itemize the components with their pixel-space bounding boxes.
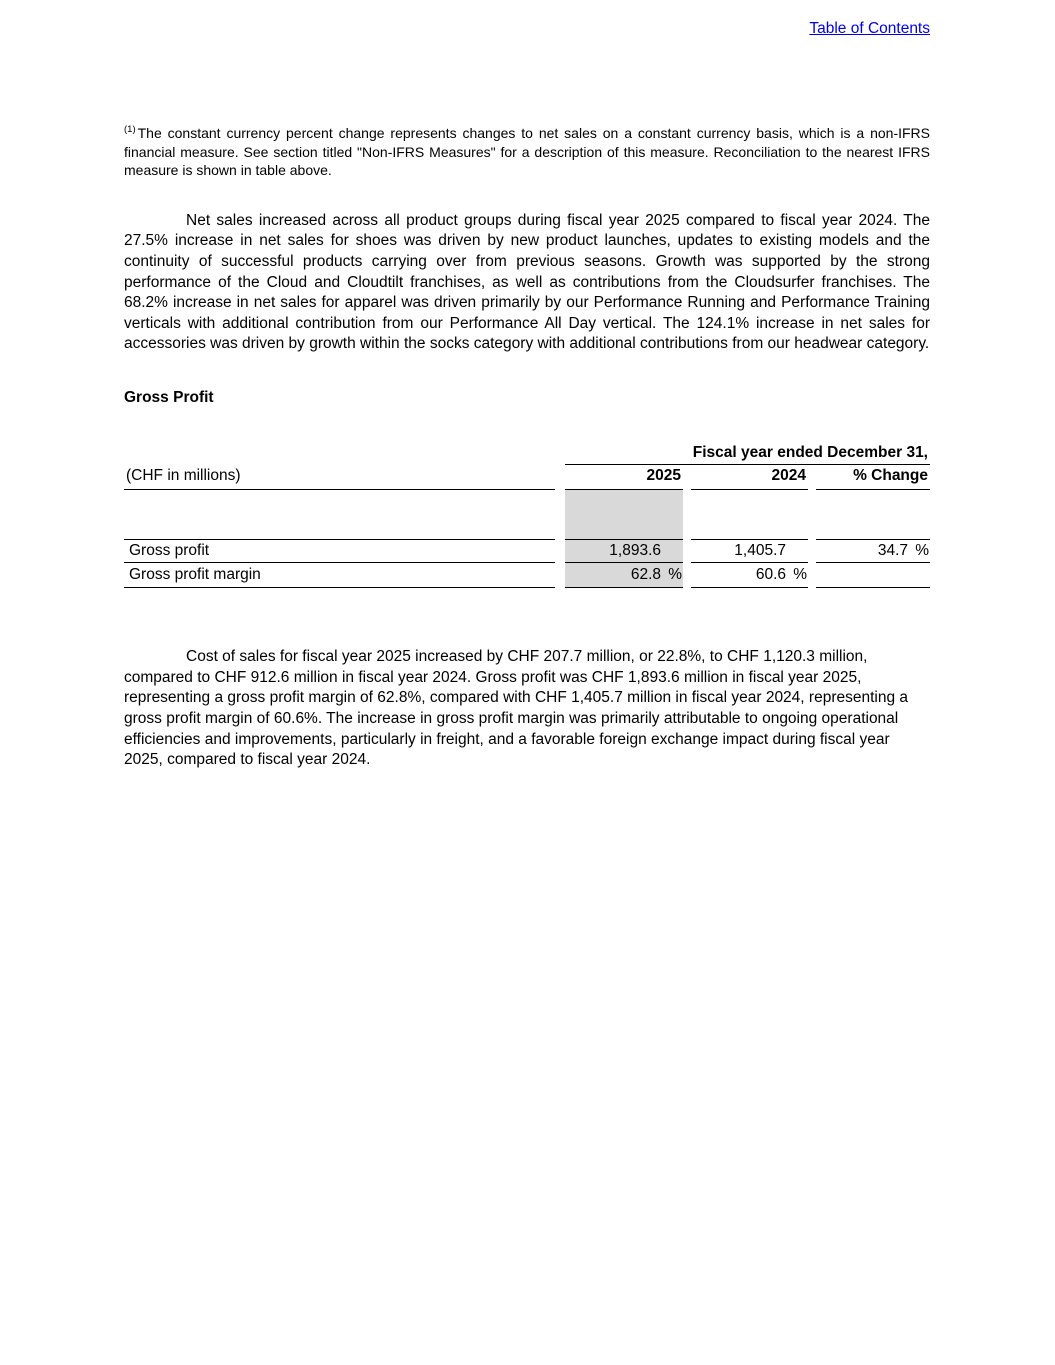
gross-profit-margin-2024-cell [691, 563, 808, 588]
column-header-percent-change: % Change [816, 465, 930, 490]
gross-profit-margin-change-cell [816, 563, 930, 588]
cell-value: 60.6 [755, 566, 786, 584]
footnote-text: The constant currency percent change represents changes to net sales on a constant currency basis, which is a non-IFRS financial measure. See section titled "Non-IFRS Measures" for a description of this measure. Reconciliation to the nearest IFRS measure is shown in table above. [124, 125, 930, 179]
cell-suffix: % [915, 542, 929, 560]
spacer-2024-cell [691, 490, 808, 540]
table-period-header: Fiscal year ended December 31, [565, 444, 930, 465]
table-period-header-row [124, 444, 930, 465]
table-row [124, 563, 930, 588]
spacer-label-cell [124, 490, 555, 540]
gross-profit-heading: Gross Profit [124, 389, 214, 407]
cell-value: 62.8 [630, 566, 661, 584]
table-column-header-row [124, 465, 930, 490]
net-sales-paragraph: Net sales increased across all product groups during fiscal year 2025 compared to fiscal year 2024. The 27.5% increase in net sales for shoes was driven by new product launches, updates to existing models and the continuity of successful products carrying over from previous seasons. Growth was supported by the strong performance of the Cloud and Cloudtilt franchises, as well as contributions from the Cloudsurfer franchises. The 68.2% increase in net sales for apparel was driven primarily by our Performance Running and Performance Training verticals with additional contribution from our Performance All Day vertical. The 124.1% increase in net sales for accessories was driven by growth within the socks category with additional contributions from our headwear category. [124, 211, 930, 353]
cost-of-sales-paragraph: Cost of sales for fiscal year 2025 increased by CHF 207.7 million, or 22.8%, to CHF 1,120.3 million, compared to CHF 912.6 million in fiscal year 2024. Gross profit was CHF 1,893.6 million in fiscal year 2025, representing a gross profit margin of 62.8%, compared with CHF 1,405.7 million in fiscal year 2024, representing a gross profit margin of 60.6%. The increase in gross profit margin was primarily attributable to ongoing operational efficiencies and improvements, particularly in freight, and a favorable foreign exchange impact during fiscal year 2025, compared to fiscal year 2024. [124, 648, 909, 769]
cell-value: 34.7 [877, 542, 908, 560]
gross-profit-margin-2025-cell [565, 563, 683, 588]
column-header-2024: 2024 [691, 465, 808, 490]
cell-value: 1,405.7 [734, 542, 786, 560]
gross-profit-table [124, 444, 930, 588]
cell-value: 1,893.6 [609, 542, 661, 560]
column-header-2025: 2025 [565, 465, 683, 490]
table-row [124, 540, 930, 563]
footnote-marker: (1) [124, 124, 136, 136]
row-label-gross-profit-margin: Gross profit margin [124, 563, 555, 588]
table-spacer-row [124, 490, 930, 540]
gross-profit-2025-cell [565, 540, 683, 563]
gross-profit-change-cell [816, 540, 930, 563]
row-label-gross-profit: Gross profit [124, 540, 555, 563]
footnote [124, 124, 930, 180]
gross-profit-2024-cell [691, 540, 808, 563]
cell-suffix: % [668, 566, 682, 584]
table-of-contents-link[interactable]: Table of Contents [809, 20, 930, 37]
page-content [124, 0, 930, 771]
spacer-2025-cell [565, 490, 683, 540]
cell-suffix: % [793, 566, 807, 584]
table-unit-label: (CHF in millions) [124, 465, 555, 490]
spacer-change-cell [816, 490, 930, 540]
